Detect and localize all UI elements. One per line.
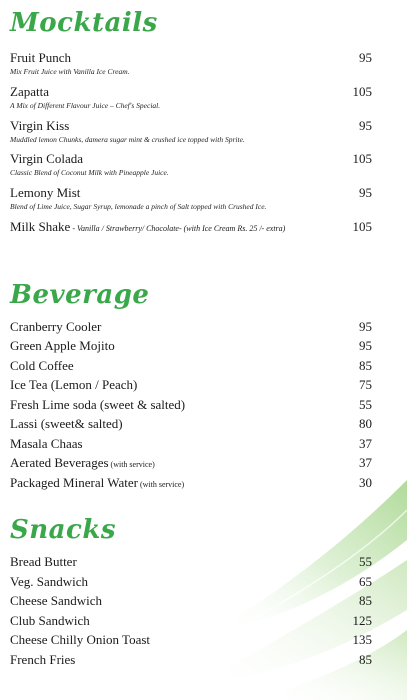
menu-item xyxy=(10,474,372,492)
item-price: 105 xyxy=(352,84,372,99)
item-name: Fruit Punch xyxy=(10,50,72,65)
menu-item xyxy=(10,337,372,355)
item-price: 37 xyxy=(359,436,372,451)
item-price: 95 xyxy=(359,319,372,334)
item-name: Milk Shake xyxy=(10,219,71,234)
menu-item xyxy=(10,185,372,211)
item-name: Ice Tea (Lemon / Peach) xyxy=(10,377,138,392)
item-price: 85 xyxy=(359,652,372,667)
item-name: Club Sandwich xyxy=(10,613,90,628)
item-price: 75 xyxy=(359,377,372,392)
item-name: Aerated Beverages xyxy=(10,455,109,470)
item-name: Virgin Kiss xyxy=(10,118,70,133)
item-name: Cheese Chilly Onion Toast xyxy=(10,632,151,647)
item-description: Classic Blend of Coconut Milk with Pineapple Juice. xyxy=(10,168,169,177)
item-price: 125 xyxy=(352,613,372,628)
menu-item xyxy=(10,415,372,433)
snacks-heading: Snacks xyxy=(10,515,117,545)
item-name: Packaged Mineral Water xyxy=(10,475,138,490)
item-name: Veg. Sandwich xyxy=(10,574,88,589)
item-price: 65 xyxy=(359,574,372,589)
item-price: 30 xyxy=(359,475,372,490)
item-name: Virgin Colada xyxy=(10,151,83,166)
menu-item xyxy=(10,357,372,375)
item-price: 135 xyxy=(352,632,372,647)
item-name: Bread Butter xyxy=(10,554,77,569)
beverage-heading: Beverage xyxy=(10,280,150,310)
mocktails-heading: Mocktails xyxy=(10,8,158,38)
menu-item xyxy=(10,613,372,629)
item-price: 85 xyxy=(359,358,372,373)
item-price: 105 xyxy=(352,219,372,234)
menu-item xyxy=(10,84,372,110)
menu-item xyxy=(10,632,372,648)
item-name: Lemony Mist xyxy=(10,185,81,200)
item-price: 80 xyxy=(359,416,372,431)
item-price: 55 xyxy=(359,397,372,412)
item-price: 105 xyxy=(352,151,372,166)
item-name: Cheese Sandwich xyxy=(10,593,103,608)
item-name: Cold Coffee xyxy=(10,358,74,373)
item-name: French Fries xyxy=(10,652,76,667)
item-price: 95 xyxy=(359,118,372,133)
menu-item xyxy=(10,574,372,590)
item-name: Lassi (sweet& salted) xyxy=(10,416,123,431)
item-name: Green Apple Mojito xyxy=(10,338,115,353)
menu-item xyxy=(10,435,372,453)
item-name: Masala Chaas xyxy=(10,436,83,451)
item-price: 37 xyxy=(359,455,372,470)
item-description: Mix Fruit Juice with Vanilla Ice Cream. xyxy=(10,67,130,76)
menu-item xyxy=(10,118,372,144)
item-name-group xyxy=(10,218,285,236)
item-price: 95 xyxy=(359,338,372,353)
menu-item xyxy=(10,396,372,414)
item-note: (with service) xyxy=(137,480,185,489)
item-price: 95 xyxy=(359,50,372,65)
menu-item xyxy=(10,151,372,177)
item-note: (with service) xyxy=(108,460,155,469)
menu-item xyxy=(10,318,372,336)
item-price: 95 xyxy=(359,185,372,200)
menu-item xyxy=(10,376,372,394)
item-description: A Mix of Different Flavour Juice – Chef's Special. xyxy=(10,101,161,110)
menu-item xyxy=(10,593,372,609)
item-name: Fresh Lime soda (sweet & salted) xyxy=(10,397,186,412)
item-price: 85 xyxy=(359,593,372,608)
menu-item xyxy=(10,652,372,668)
item-name: Cranberry Cooler xyxy=(10,319,102,334)
item-description: Blend of Lime Juice, Sugar Syrup, lemonade a pinch of Salt topped with Crushed Ice. xyxy=(10,202,267,211)
menu-item xyxy=(10,50,372,76)
item-description: - Vanilla / Strawberry/ Chocolate- (with Ice Cream Rs. 25 /- extra) xyxy=(70,224,286,233)
item-description: Muddled lemon Chunks, damera sugar mint & crushed ice topped with Sprite. xyxy=(10,135,245,144)
menu-item xyxy=(10,554,372,570)
item-price: 55 xyxy=(359,554,372,569)
menu-item xyxy=(10,218,372,236)
menu-item xyxy=(10,454,372,472)
item-name: Zapatta xyxy=(10,84,49,99)
